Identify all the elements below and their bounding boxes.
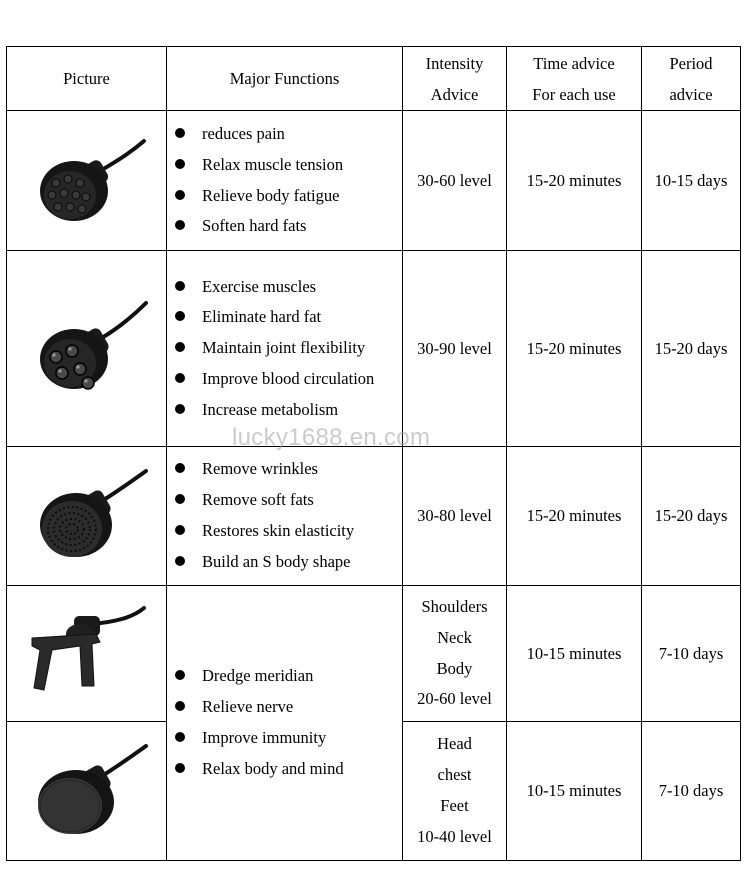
- picture-cell: [7, 722, 167, 861]
- intensity-cell: 30-60 level: [403, 111, 507, 251]
- intensity-cell: 30-90 level: [403, 251, 507, 447]
- functions-cell: [167, 447, 403, 586]
- bullet-icon: [175, 732, 185, 742]
- functions-cell-shared: [167, 586, 403, 861]
- function-text: Soften hard fats: [202, 216, 307, 236]
- ball-massage-head-icon: [22, 289, 152, 409]
- time-cell: 15-20 minutes: [507, 251, 642, 447]
- bullet-icon: [175, 701, 185, 711]
- picture-cell: [7, 447, 167, 586]
- header-row: [7, 47, 741, 111]
- watermark-text: lucky1688.en.com: [232, 424, 431, 451]
- function-text: Relax body and mind: [202, 758, 344, 778]
- list-item: [175, 485, 402, 516]
- header-intensity: [403, 47, 507, 111]
- spiky-massage-head-icon: [22, 131, 152, 231]
- bullet-icon: [175, 281, 185, 291]
- table-row: [7, 586, 741, 722]
- bullet-icon: [175, 190, 185, 200]
- function-text: Relax muscle tension: [202, 154, 344, 174]
- header-functions: Major Functions: [167, 47, 403, 111]
- list-item: [175, 661, 402, 692]
- list-item: [175, 302, 402, 333]
- period-cell: 7-10 days: [642, 586, 741, 722]
- list-item: [175, 692, 402, 723]
- intensity-line: 20-60 level: [417, 689, 492, 709]
- list-item: [175, 333, 402, 364]
- bullet-icon: [175, 311, 185, 321]
- bullet-icon: [175, 556, 185, 566]
- intensity-cell: [403, 722, 507, 861]
- header-intensity-line1: Intensity: [425, 53, 484, 73]
- intensity-line: Body: [436, 658, 473, 678]
- bullet-icon: [175, 463, 185, 473]
- period-cell: 10-15 days: [642, 111, 741, 251]
- time-cell: 15-20 minutes: [507, 447, 642, 586]
- picture-cell: [7, 251, 167, 447]
- functions-cell: [167, 111, 403, 251]
- function-text: Maintain joint flexibility: [202, 338, 366, 358]
- bullet-icon: [175, 342, 185, 352]
- dotted-round-head-icon: [22, 461, 152, 571]
- function-text: reduces pain: [202, 123, 285, 143]
- period-cell: 15-20 days: [642, 447, 741, 586]
- flat-round-head-icon: [22, 736, 152, 846]
- bullet-icon: [175, 373, 185, 383]
- bullet-icon: [175, 159, 185, 169]
- function-text: Relieve nerve: [202, 697, 294, 717]
- intensity-line: Shoulders: [421, 596, 488, 616]
- list-item: [175, 211, 402, 242]
- list-item: [175, 723, 402, 754]
- bullet-icon: [175, 670, 185, 680]
- period-cell: 15-20 days: [642, 251, 741, 447]
- function-text: Exercise muscles: [202, 276, 317, 296]
- function-text: Remove wrinkles: [202, 459, 318, 479]
- list-item: [175, 119, 402, 150]
- header-picture: Picture: [7, 47, 167, 111]
- intensity-cell: [403, 586, 507, 722]
- hook-head-icon: [22, 604, 152, 704]
- bullet-icon: [175, 763, 185, 773]
- functions-cell: [167, 251, 403, 447]
- time-cell: 10-15 minutes: [507, 586, 642, 722]
- picture-cell: [7, 111, 167, 251]
- list-item: [175, 150, 402, 181]
- list-item: [175, 364, 402, 395]
- list-item: [175, 395, 402, 426]
- function-text: Dredge meridian: [202, 666, 314, 686]
- picture-cell: [7, 586, 167, 722]
- time-cell: 10-15 minutes: [507, 722, 642, 861]
- list-item: [175, 181, 402, 212]
- list-item: [175, 454, 402, 485]
- function-text: Restores skin elasticity: [202, 521, 355, 540]
- list-item: [175, 516, 402, 547]
- intensity-line: chest: [437, 765, 472, 785]
- intensity-line: Neck: [437, 627, 472, 647]
- intensity-line: 10-40 level: [417, 826, 492, 846]
- bullet-icon: [175, 525, 185, 535]
- bullet-icon: [175, 220, 185, 230]
- function-text: Increase metabolism: [202, 399, 339, 419]
- function-text: Eliminate hard fat: [202, 307, 322, 327]
- table-row: [7, 111, 741, 251]
- function-text: Remove soft fats: [202, 490, 314, 510]
- header-time-line2: For each use: [532, 84, 616, 104]
- period-cell: 7-10 days: [642, 722, 741, 861]
- header-period-line1: Period: [669, 53, 713, 73]
- function-text: Improve blood circulation: [202, 368, 375, 388]
- bullet-icon: [175, 494, 185, 504]
- bullet-icon: [175, 128, 185, 138]
- list-item: [175, 272, 402, 303]
- list-item: [175, 754, 402, 785]
- header-period: [642, 47, 741, 111]
- table-row: [7, 251, 741, 447]
- header-time: [507, 47, 642, 111]
- product-spec-table: [6, 46, 741, 861]
- time-cell: 15-20 minutes: [507, 111, 642, 251]
- header-period-line2: advice: [669, 84, 713, 104]
- function-text: Improve immunity: [202, 728, 327, 747]
- list-item: [175, 547, 402, 578]
- intensity-line: Feet: [440, 796, 469, 815]
- header-intensity-line2: Advice: [430, 84, 479, 104]
- intensity-line: Head: [437, 734, 472, 754]
- bullet-icon: [175, 404, 185, 414]
- intensity-cell: 30-80 level: [403, 447, 507, 586]
- function-text: Build an S body shape: [202, 551, 351, 571]
- table-row: [7, 447, 741, 586]
- function-text: Relieve body fatigue: [202, 185, 340, 205]
- header-time-line1: Time advice: [533, 53, 615, 73]
